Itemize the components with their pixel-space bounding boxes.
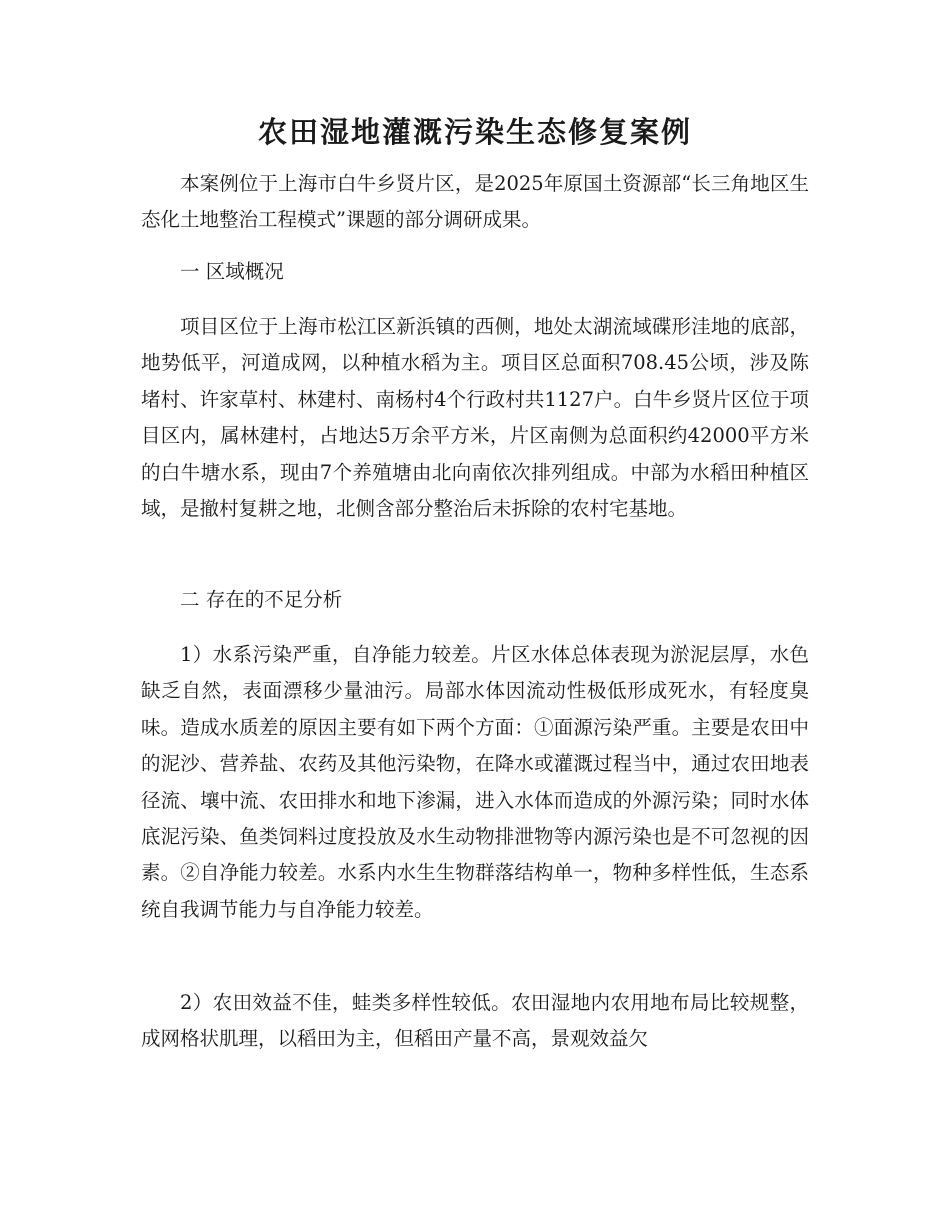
analysis-point-2: 2）农田效益不佳，蛙类多样性较低。农田湿地内农用地布局比较规整，成网格状肌理，以稻田为主，但稻田产量不高，景观效益欠 [141, 991, 809, 1051]
intro-paragraph: 本案例位于上海市白牛乡贤片区，是2025年原国土资源部“长三角地区生态化土地整治工程模式”课题的部分调研成果。 [141, 172, 809, 232]
document-title: 农田湿地灌溉污染生态修复案例 [257, 115, 692, 149]
section-heading-analysis: 二 存在的不足分析 [180, 588, 343, 611]
overview-paragraph: 项目区位于上海市松江区新浜镇的西侧，地处太湖流域碟形洼地的底部，地势低平，河道成网，以种植水稻为主。项目区总面积708.45公顷，涉及陈堵村、许家草村、林建村、南杨村4个行政村共1127户。白牛乡贤片区位于项目区内，属林建村，占地达5万余平方米，片区南侧为总面积约42000平方米的白牛塘水系，现由7个养殖塘由北向南依次排列组成。中部为水稻田种植区域，是撤村复耕之地，北侧含部分整治后未拆除的农村宅基地。 [141, 315, 809, 521]
analysis-point-1: 1）水系污染严重，自净能力较差。片区水体总体表现为淤泥层厚，水色缺乏自然，表面漂移少量油污。局部水体因流动性极低形成死水，有轻度臭味。造成水质差的原因主要有如下两个方面：①面源污染严重。主要是农田中的泥沙、营养盐、农药及其他污染物，在降水或灌溉过程当中，通过农田地表径流、壤中流、农田排水和地下渗漏，进入水体而造成的外源污染；同时水体底泥污染、鱼类饲料过度投放及水生动物排泄物等内源污染也是不可忽视的因素。②自净能力较差。水系内水生生物群落结构单一，物种多样性低，生态系统自我调节能力与自净能力较差。 [141, 643, 809, 921]
section-heading-overview: 一 区域概况 [180, 260, 284, 283]
